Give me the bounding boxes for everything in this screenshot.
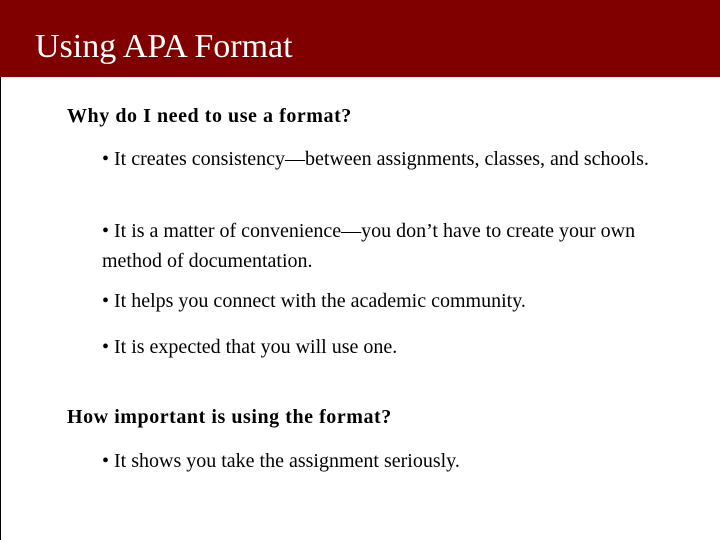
bullet-convenience: • It is a matter of convenience—you don’t have to create your own method of documentation. xyxy=(102,220,636,272)
slide-title: Using APA Format xyxy=(35,28,293,65)
bullet-expected: • It is expected that you will use one. xyxy=(102,336,398,358)
bullet-academic-community: • It helps you connect with the academic community. xyxy=(102,290,526,312)
bullet-consistency: • It creates consistency—between assignments, classes, and schools. xyxy=(102,148,649,170)
section-heading-importance: How important is using the format? xyxy=(67,406,392,428)
section-heading-why: Why do I need to use a format? xyxy=(67,105,352,127)
bullet-seriously: • It shows you take the assignment seriously. xyxy=(102,450,460,472)
